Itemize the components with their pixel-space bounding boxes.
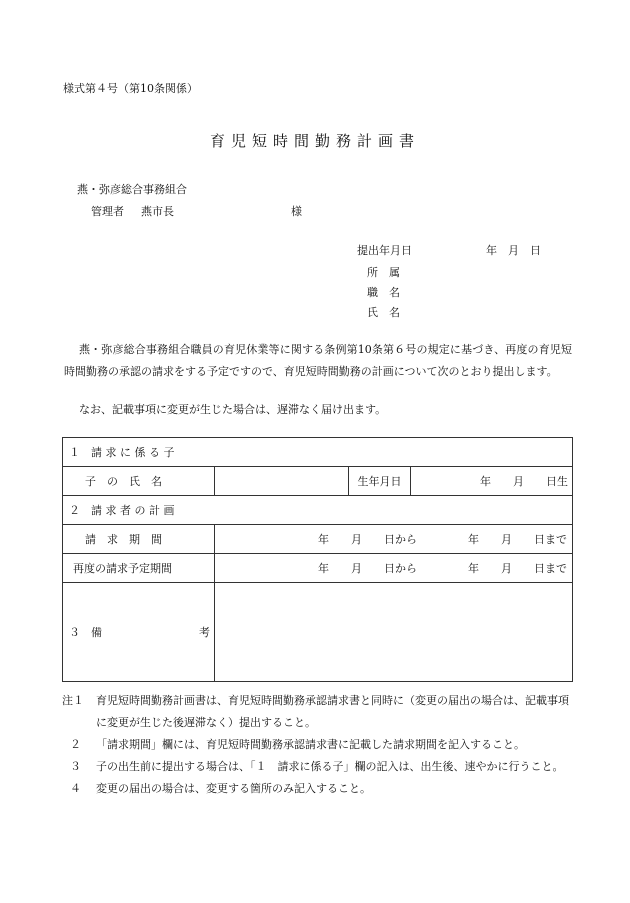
note-item bbox=[62, 778, 574, 800]
request-period-label: 請 求 期 間 bbox=[63, 525, 215, 554]
note-text: 育児短時間勤務計画書は、育児短時間勤務承認請求書と同時に（変更の届出の場合は、記載事項に変更が生じた後遅滞なく）提出すること。 bbox=[96, 694, 569, 729]
request-period-to: 年 月 日まで bbox=[468, 533, 567, 546]
body-paragraph: 燕・弥彦総合事務組合職員の育児休業等に関する条例第10条第６号の規定に基づき、再度の育児短時間勤務の承認の請求をする予定ですので、育児短時間勤務の計画について次のとおり提出します。 bbox=[64, 343, 572, 378]
section-row bbox=[63, 438, 573, 467]
table-row bbox=[63, 467, 573, 496]
remarks-label bbox=[63, 583, 215, 682]
note-text: 「請求期間」欄には、育児短時間勤務承認請求書に記載した請求期間を記入すること。 bbox=[96, 738, 525, 751]
birth-date-field[interactable]: 年 月 日生 bbox=[411, 467, 573, 496]
note-number: 注１ bbox=[62, 694, 84, 707]
position-label: 職 名 bbox=[367, 286, 400, 299]
document-title: 育児短時間勤務計画書 bbox=[209, 132, 420, 150]
submission-date-value: 年 月 日 bbox=[486, 244, 541, 257]
note-text: 変更の届出の場合は、変更する箇所のみ記入すること。 bbox=[96, 782, 371, 795]
request-table bbox=[62, 437, 573, 682]
addressee-line bbox=[91, 203, 302, 219]
addressee-title: 管理者 bbox=[91, 205, 124, 218]
note-text: 子の出生前に提出する場合は、「１ 請求に係る子」欄の記入は、出生後、速やかに行うこと。 bbox=[96, 760, 564, 773]
table-row bbox=[63, 583, 573, 682]
note-number: ２ bbox=[70, 738, 81, 751]
re-request-period-field[interactable] bbox=[215, 554, 573, 583]
request-period-from: 年 月 日から bbox=[318, 533, 417, 546]
section-heading-plan: ２ 請 求 者 の 計 画 bbox=[63, 496, 573, 525]
note-item bbox=[62, 756, 574, 778]
remarks-label-end: 考 bbox=[199, 626, 210, 639]
note-number: ３ bbox=[70, 760, 81, 773]
re-request-period-label: 再度の請求予定期間 bbox=[63, 554, 215, 583]
remarks-field[interactable] bbox=[215, 583, 573, 682]
addressee-honorific: 様 bbox=[291, 205, 302, 218]
notes-section bbox=[62, 690, 574, 800]
department-label: 所 属 bbox=[367, 266, 400, 279]
note-item bbox=[62, 734, 574, 756]
addressee-organization: 燕・弥彦総合事務組合 bbox=[77, 183, 187, 196]
child-name-field[interactable] bbox=[215, 467, 349, 496]
body-paragraph-note: なお、記載事項に変更が生じた場合は、遅滞なく届け出ます。 bbox=[79, 403, 387, 416]
remarks-label-start: ３ 備 bbox=[69, 626, 102, 639]
addressee-name: 燕市長 bbox=[141, 205, 174, 218]
note-item bbox=[62, 690, 574, 734]
form-number: 様式第４号（第10条関係） bbox=[63, 82, 198, 95]
section-row bbox=[63, 496, 573, 525]
note-number: ４ bbox=[70, 782, 81, 795]
child-name-label: 子 の 氏 名 bbox=[63, 467, 215, 496]
table-row bbox=[63, 525, 573, 554]
birth-date-label: 生年月日 bbox=[349, 467, 411, 496]
re-request-period-to: 年 月 日まで bbox=[468, 562, 567, 575]
re-request-period-from: 年 月 日から bbox=[318, 562, 417, 575]
submission-date-label: 提出年月日 bbox=[357, 244, 412, 257]
table-row bbox=[63, 554, 573, 583]
section-heading-child: １ 請 求 に 係 る 子 bbox=[63, 438, 573, 467]
request-period-field[interactable] bbox=[215, 525, 573, 554]
name-label: 氏 名 bbox=[367, 306, 400, 319]
